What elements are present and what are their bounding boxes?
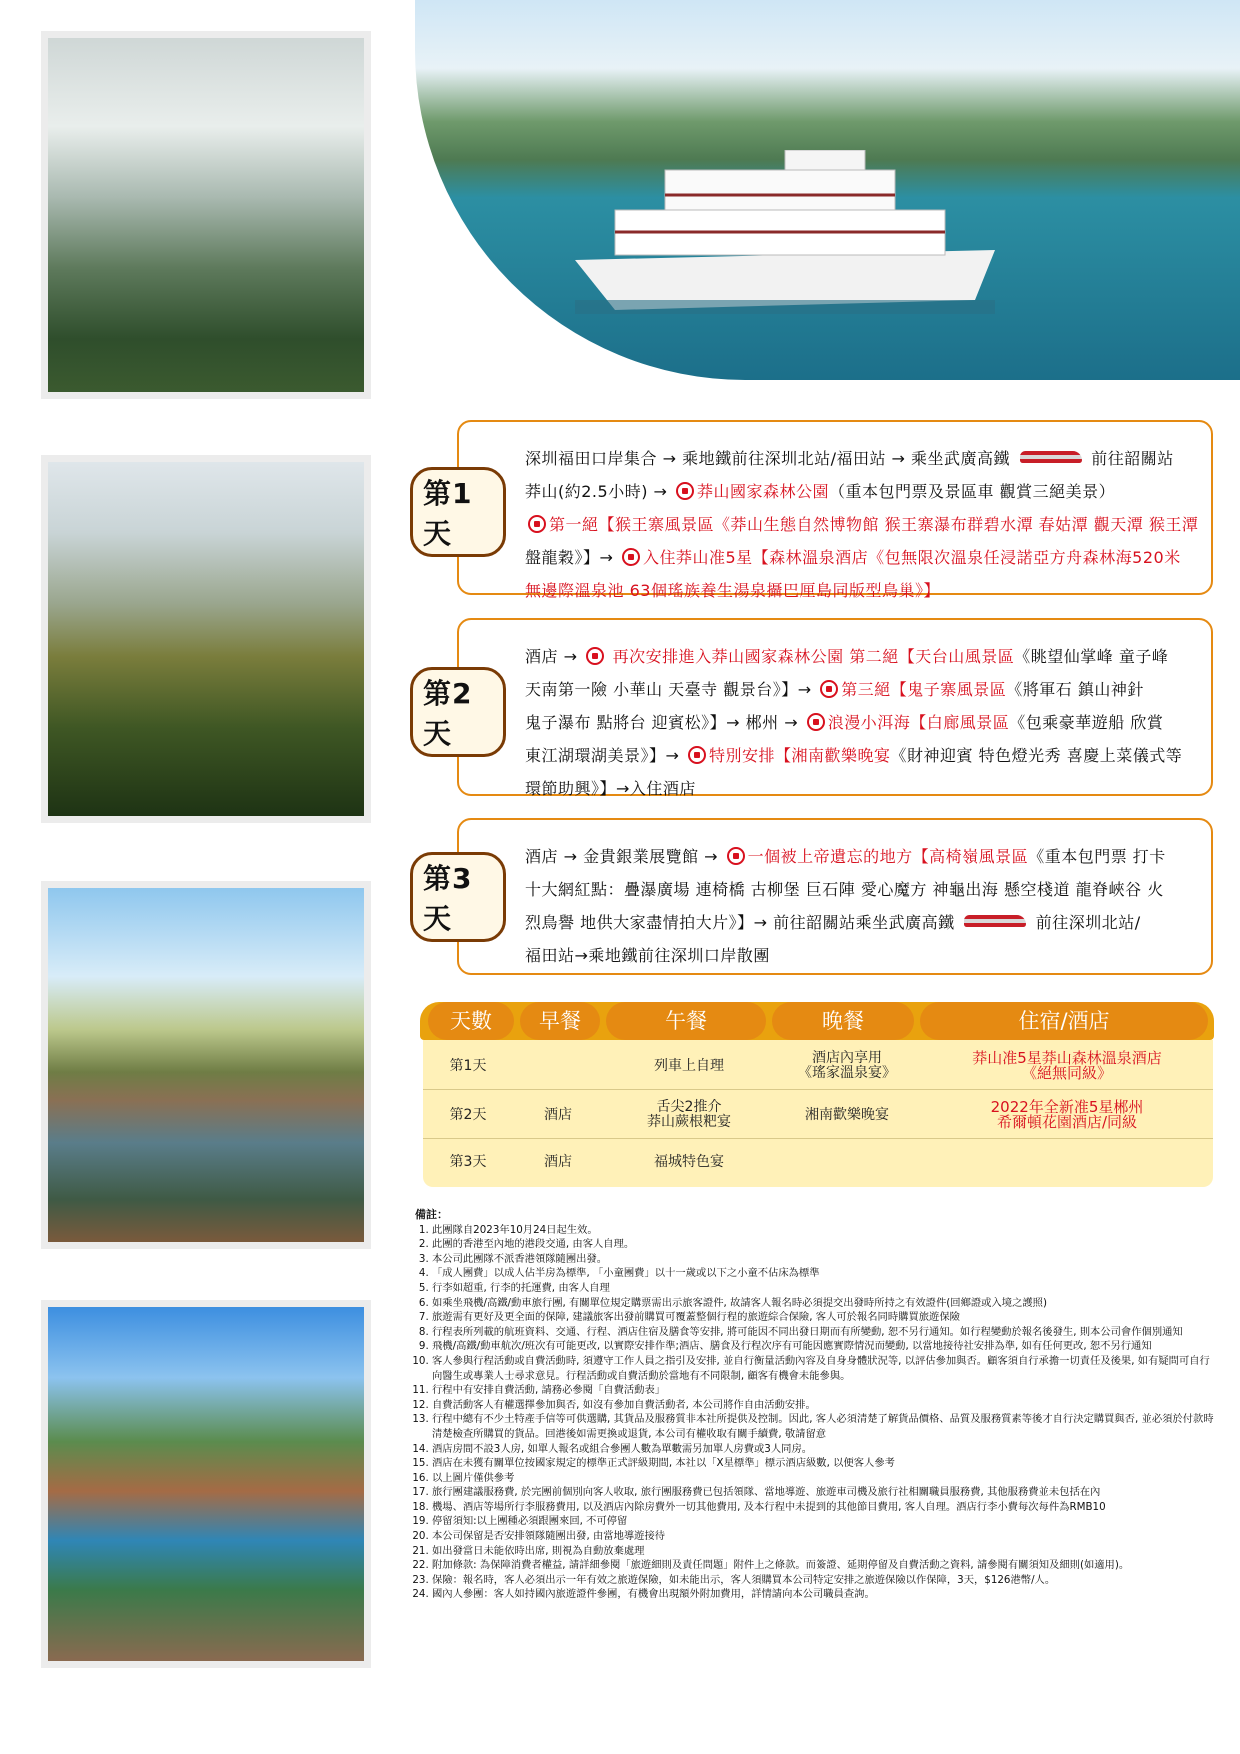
remarks-list — [415, 1223, 1215, 1602]
highlight-text: 莽山國家森林公園 — [697, 482, 830, 501]
meal-hotel — [923, 1139, 1211, 1185]
itinerary-text: 天南第一險 小華山 天臺寺 觀景台》】→ — [525, 680, 818, 699]
meal-breakfast — [513, 1043, 603, 1089]
remark-item: 15. 酒店在未獲有關單位按國家規定的標準正式評級期間, 本社以「X星標準」標示酒店級數, 以便客人參考 — [432, 1456, 1215, 1471]
remark-item: 17. 旅行團建議服務費, 於完團前個別向客人收取, 旅行團服務費已包括領隊、當地導遊、旅遊車司機及旅行社相關職員服務費, 其他服務費並未包括在內 — [432, 1485, 1215, 1500]
meal-dinner: 湘南歡樂晚宴 — [805, 1106, 889, 1123]
day2-itinerary — [457, 618, 1213, 796]
itinerary-text: 酒店 → — [525, 647, 584, 666]
boat-illustration — [555, 150, 1015, 320]
meal-lunch: 福城特色宴 — [654, 1153, 724, 1170]
remark-item: 9. 飛機/高鐵/動車航次/班次有可能更改, 以實際安排作準;酒店、膳食及行程次序有可能因應實際情況而變動, 以當地接待社安排為準, 如有任何更改, 恕不另行通知 — [432, 1339, 1215, 1354]
meal-row — [423, 1139, 1213, 1185]
remark-item: 2. 此團的香港至內地的港段交通, 由客人自理。 — [432, 1237, 1215, 1252]
attraction-pin-icon — [820, 680, 838, 698]
remark-item: 10. 客人參與行程活動或自費活動時, 須遵守工作人員之指引及安排, 並自行衡量活動內容及自身身體狀況等, 以評估參加與否。顧客須自行承擔一切責任及後果, 如有疑問可自行向醫生或專業人士尋求意見。行程活動或自費活動於當地有不同限制, 顧客有機會未能參與。 — [432, 1354, 1215, 1383]
remark-item: 1. 此團隊自2023年10月24日起生效。 — [432, 1223, 1215, 1238]
remark-item: 16. 以上圖片僅供參考 — [432, 1471, 1215, 1486]
remark-item: 22. 附加條款: 為保障消費者權益, 請詳細參閱「旅遊細則及責任問題」附件上之條款。而簽證、延期停留及自費活動之資料, 請參閱有關須知及細則(如適用)。 — [432, 1558, 1215, 1573]
itinerary-text: 十大網紅點：疊瀑廣場 連椅橋 古柳堡 巨石陣 愛心魔方 神龜出海 懸空棧道 龍脊峽谷 火 — [525, 880, 1164, 899]
attraction-pin-icon — [727, 847, 745, 865]
itinerary-line — [525, 673, 1191, 706]
remark-item: 12. 自費活動客人有權選擇參加與否, 如沒有參加自費活動者, 本公司將作自由活動安排。 — [432, 1398, 1215, 1413]
meal-hotel-line: 《絕無同級》 — [1021, 1064, 1112, 1082]
day3-badge-label: 第3天 — [410, 852, 506, 942]
attraction-pin-icon — [807, 713, 825, 731]
remarks-title: 備註： — [415, 1208, 448, 1221]
remark-item: 19. 停留須知:以上團種必須跟團來回, 不可停留 — [432, 1514, 1215, 1529]
remark-item: 4. 「成人團費」以成人佔半房為標準, 「小童團費」以十一歲或以下之小童不佔床為標準 — [432, 1266, 1215, 1281]
attraction-pin-icon — [586, 647, 604, 665]
itinerary-line — [525, 508, 1199, 541]
itinerary-text: 鬼子瀑布 點將台 迎賓松》】→ 郴州 → — [525, 713, 804, 732]
meal-row — [423, 1043, 1213, 1090]
remark-item: 14. 酒店房間不設3人房, 如單人報名或組合參團人數為單數需另加單人房費或3人同房。 — [432, 1442, 1215, 1457]
itinerary-text: 福田站→乘地鐵前往深圳口岸散團 — [525, 946, 770, 965]
photo-mountain-clouds — [41, 455, 371, 823]
itinerary-text: 前往深圳北站/ — [1030, 913, 1141, 932]
highlight-text: 特別安排【湘南歡樂晚宴 — [709, 746, 891, 765]
meal-hotel-line: 希爾頓花園酒店/同級 — [996, 1113, 1138, 1131]
attraction-pin-icon — [528, 515, 546, 533]
highlight-text: 第一絕【猴王寨風景區《莽山生態自然博物館 猴王寨瀑布群碧水潭 春姑潭 觀天潭 猴王潭 — [549, 515, 1199, 534]
remark-item: 3. 本公司此團隊不派香港領隊隨團出發。 — [432, 1252, 1215, 1267]
highlight-text: 浪漫小洱海【白廊風景區 — [827, 713, 1010, 732]
header-days: 天數 — [428, 1002, 514, 1040]
remark-item: 5. 行李如超重, 行李的托運費, 由客人自理 — [432, 1281, 1215, 1296]
remark-item: 21. 如出發當日未能依時出席, 則視為自動放棄處理 — [432, 1544, 1215, 1559]
itinerary-text: 前往韶關站 — [1085, 449, 1174, 468]
day1-badge-label: 第1天 — [410, 467, 506, 557]
meal-hotel-line: 2022年全新准5星郴州 — [990, 1098, 1144, 1116]
highlight-text: 無邊際溫泉池 63個瑤族養生湯泉攝巴厘島同版型鳥巢》】 — [525, 581, 940, 600]
meal-dinner — [773, 1043, 921, 1089]
itinerary-line — [525, 939, 1191, 972]
meal-day: 第2天 — [449, 1106, 487, 1123]
remark-item: 20. 本公司保留是否安排領隊隨團出發, 由當地導遊接待 — [432, 1529, 1215, 1544]
itinerary-line — [525, 772, 1191, 805]
meal-lunch-line: 舌尖2推介 — [656, 1099, 722, 1115]
photo-lake-valley — [41, 1300, 371, 1668]
meal-lunch — [609, 1092, 769, 1138]
remark-item: 11. 行程中有安排自費活動, 請務必參閱「自費活動表」 — [432, 1383, 1215, 1398]
itinerary-text: 《重本包門票 打卡 — [1028, 847, 1166, 866]
itinerary-text: 《財神迎賓 特色燈光秀 喜慶上菜儀式等 — [890, 746, 1183, 765]
itinerary-text: 酒店 → 金貴銀業展覽館 → — [525, 847, 724, 866]
itinerary-line — [525, 640, 1191, 673]
itinerary-text: 環節助興》】→入住酒店 — [525, 779, 696, 798]
remark-item: 6. 如乘坐飛機/高鐵/動車旅行團, 有關單位規定購票需出示旅客證件, 故請客人報名時必須提交出發時所持之有效證件(回鄉證或入境之護照) — [432, 1296, 1215, 1311]
header-hotel: 住宿/酒店 — [920, 1002, 1208, 1040]
header-breakfast: 早餐 — [520, 1002, 600, 1040]
day2-badge-label: 第2天 — [410, 667, 506, 757]
photo-cruise-boat — [415, 0, 1240, 380]
day1-badge — [410, 477, 506, 550]
itinerary-line — [525, 873, 1191, 906]
meal-hotel — [923, 1043, 1211, 1089]
itinerary-line — [525, 475, 1191, 508]
meal-lunch: 列車上自理 — [654, 1057, 724, 1074]
meal-breakfast: 酒店 — [544, 1106, 572, 1123]
header-dinner: 晚餐 — [772, 1002, 914, 1040]
meal-dinner-line: 酒店內享用 — [812, 1050, 882, 1066]
header-lunch: 午餐 — [606, 1002, 766, 1040]
meal-lunch-line: 莽山蕨根粑宴 — [647, 1114, 731, 1130]
meal-hotel — [923, 1092, 1211, 1138]
remark-item: 7. 旅遊需有更好及更全面的保障, 建議旅客出發前購買可覆蓋整個行程的旅遊綜合保險, 客人可於報名同時購買旅遊保險 — [432, 1310, 1215, 1325]
meal-row — [423, 1092, 1213, 1139]
high-speed-train-icon — [964, 915, 1026, 927]
itinerary-text: 《將軍石 鎮山神針 — [1006, 680, 1144, 699]
highlight-text: 入住莽山准5星【森林溫泉酒店《包無限次溫泉任浸諾亞方舟森林海520米 — [643, 548, 1181, 567]
remark-item: 8. 行程表所列載的航班資料、交通、行程、酒店住宿及膳食等安排, 將可能因不同出發日期而有所變動, 恕不另行通知。如行程變動於報名後發生, 則本公司會作個別通知 — [432, 1325, 1215, 1340]
remark-item: 18. 機場、酒店等場所行李服務費用, 以及酒店內除房費外一切其他費用, 及本行程中未提到的其他節目費用, 客人自理。酒店行李小費每次每件為RMB10 — [432, 1500, 1215, 1515]
meal-day: 第1天 — [449, 1057, 487, 1074]
itinerary-text: 深圳福田口岸集合 → 乘地鐵前往深圳北站/福田站 → 乘坐武廣高鐵 — [525, 449, 1016, 468]
highlight-text: 第三絕【鬼子寨風景區 — [841, 680, 1007, 699]
remark-item: 13. 行程中總有不少土特產手信等可供選購, 其貨品及服務質非本社所提供及控制。因此, 客人必須清楚了解貨品價格、品質及服務質素等後才自行決定購買與否, 並必須於付款時清楚檢查所購買的貨品。回港後如需更換或退貨, 本公司有權收取有關手續費, 敬請留意 — [432, 1412, 1215, 1441]
itinerary-text: 《包乘豪華遊船 欣賞 — [1009, 713, 1164, 732]
itinerary-text: （重本包門票及景區車 觀賞三絕美景） — [829, 482, 1116, 501]
itinerary-text: 《眺望仙掌峰 童子峰 — [1014, 647, 1169, 666]
itinerary-text: 莽山(約2.5小時) → — [525, 482, 674, 501]
itinerary-text: 烈鳥譽 地供大家盡情拍大片》】→ 前往韶關站乘坐武廣高鐵 — [525, 913, 961, 932]
itinerary-line — [525, 574, 1191, 607]
meal-breakfast: 酒店 — [544, 1153, 572, 1170]
day2-badge — [410, 677, 506, 750]
itinerary-text: 東江湖環湖美景》】→ — [525, 746, 685, 765]
photo-misty-peaks — [41, 31, 371, 399]
meal-day: 第3天 — [449, 1153, 487, 1170]
remark-item: 24. 國內人參團：客人如持國內旅遊證件參團，有機會出現額外附加費用，詳情請向本公司職員查詢。 — [432, 1587, 1215, 1602]
remarks-section — [415, 1208, 1215, 1602]
remark-item: 23. 保險：報名時，客人必須出示一年有效之旅遊保險，如未能出示，客人須購買本公司特定安排之旅遊保險以作保障，3天，$126港幣/人。 — [432, 1573, 1215, 1588]
itinerary-line — [525, 906, 1191, 939]
highlight-text: 一個被上帝遺忘的地方【高椅嶺風景區 — [747, 847, 1029, 866]
day3-badge — [410, 862, 506, 935]
meal-dinner-line: 《瑤家溫泉宴》 — [798, 1065, 896, 1081]
day3-itinerary — [457, 818, 1213, 975]
high-speed-train-icon — [1020, 451, 1082, 463]
meal-hotel-line: 莽山准5星莽山森林溫泉酒店 — [972, 1049, 1162, 1067]
itinerary-line — [525, 840, 1191, 873]
itinerary-line — [525, 541, 1191, 574]
day1-itinerary — [457, 420, 1213, 600]
meal-table-body — [423, 1040, 1213, 1187]
meal-table — [420, 1002, 1214, 1187]
itinerary-line — [525, 706, 1191, 739]
meal-dinner — [773, 1139, 921, 1185]
itinerary-text: 盤龍穀》】→ — [525, 548, 619, 567]
attraction-pin-icon — [688, 746, 706, 764]
itinerary-line — [525, 442, 1191, 475]
meal-table-header — [420, 1002, 1214, 1040]
itinerary-line — [525, 739, 1191, 772]
attraction-pin-icon — [676, 482, 694, 500]
highlight-text: 再次安排進入莽山國家森林公園 第二絕【天台山風景區 — [607, 647, 1015, 666]
photo-red-rock-lake — [41, 881, 371, 1249]
attraction-pin-icon — [622, 548, 640, 566]
